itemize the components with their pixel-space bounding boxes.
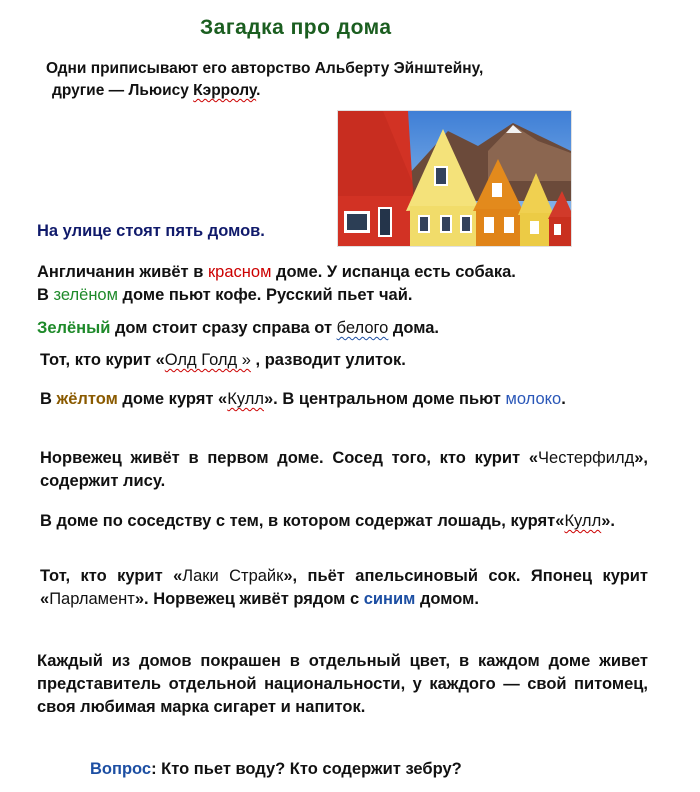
brand-lucky-strike: Лаки Страйк <box>182 567 284 585</box>
question-text: : Кто пьет воду? Кто содержит зебру? <box>151 760 462 778</box>
word-white: белого <box>336 319 389 337</box>
brand-kull: Кулл <box>227 390 264 408</box>
page-title: Загадка про дома <box>200 16 392 39</box>
word-green-house: Зелёный <box>37 319 111 337</box>
clue-paragraph-6: В доме по соседству с тем, в котором содержат лошадь, курят«Кулл». <box>40 512 615 530</box>
intro-text: На улице стоят пять домов. <box>37 222 265 240</box>
word-milk: молоко <box>505 390 562 408</box>
attribution-line-1: Одни приписывают его авторство Альберту Эйнштейну, <box>46 60 484 77</box>
rules-paragraph: Каждый из домов покрашен в отдельный цвет, в каждом доме живет представитель отдельной национальности, у каждого — свой питомец, своя любимая марка сигарет и напиток. <box>37 652 648 716</box>
clue-paragraph-1: Англичанин живёт в красном доме. У испанца есть собака. В зелёном доме пьют кофе. Русский пьет чай. <box>37 263 516 304</box>
clue-paragraph-2: Зелёный дом стоит сразу справа от белого дома. <box>37 319 440 337</box>
word-yellow: жёлтом <box>56 390 118 408</box>
attribution-line-2: другие — Льюису Кэрролу. <box>52 82 261 99</box>
clue-paragraph-5: Норвежец живёт в первом доме. Сосед того, кто курит «Честерфилд», содержит лису. <box>40 449 648 490</box>
brand-parliament: Парламент <box>49 590 135 608</box>
word-red: красном <box>207 263 272 281</box>
word-blue: синим <box>363 590 416 608</box>
attribution <box>46 58 586 102</box>
brand-old-gold: Олд Голд » <box>164 351 251 369</box>
brand-chesterfield: Честерфилд <box>538 449 635 467</box>
clue-paragraph-3: Тот, кто курит «Олд Голд » , разводит улиток. <box>40 351 406 369</box>
word-green: зелёном <box>53 286 118 304</box>
houses-photo <box>337 110 572 247</box>
clue-paragraph-4: В жёлтом доме курят «Кулл». В центральном доме пьют молоко. <box>40 390 566 408</box>
question <box>90 758 650 781</box>
clue-paragraph-7: Тот, кто курит «Лаки Страйк», пьёт апельсиновый сок. Японец курит «Парламент». Норвежец живёт рядом с синим домом. <box>40 567 648 608</box>
question-label: Вопрос <box>90 760 152 778</box>
brand-kull-2: Кулл <box>564 512 602 530</box>
